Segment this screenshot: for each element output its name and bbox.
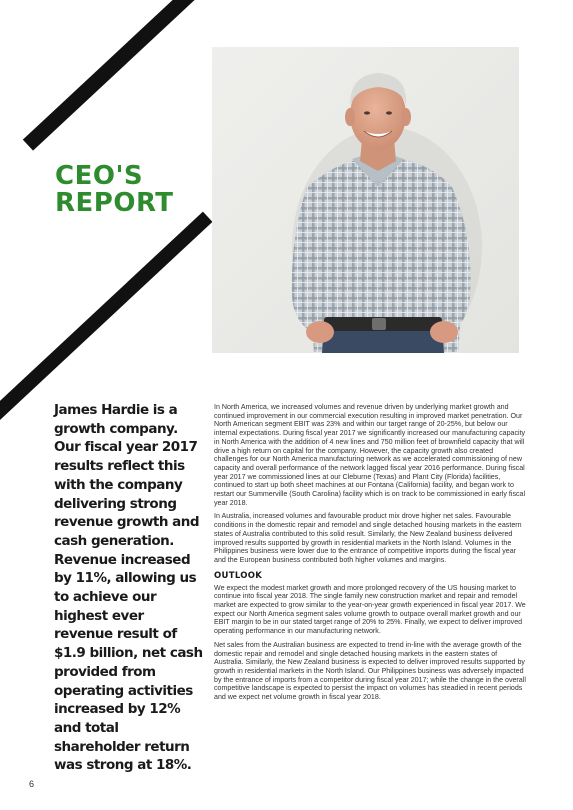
paragraph-outlook-australia: Net sales from the Australian business are expected to trend in-line with the average growth of the domestic repair and remodel and single detached housing markets in the eastern states of Australia. Similarly, the New Zealand business is expected to deliver improved results supported by growth in residential markets in the North Island. Our Philippines business was adversely impacted by the entrance of imports from a competitor during fiscal year 2017; while the change in the overall competitive landscape is expected to persist the impact on volumes has steadied in recent periods and we expect net volume growth in fiscal year 2018. [214,640,526,702]
page-title [55,163,174,217]
ceo-portrait-illustration [212,47,519,353]
diagonal-stripe-top [23,0,223,151]
page-number: 6 [29,779,35,789]
outlook-heading: OUTLOOK [214,570,263,581]
pull-quote: James Hardie is a growth company. Our fiscal year 2017 results reflect this with the company delivering strong revenue growth and cash generation. Revenue increased by 11%, allowing us to achieve our highest ever revenue result of $1.9 billion, net cash provided from operating activities increased by 12% and total shareholder return was strong at 18%. [54,402,203,774]
paragraph-outlook-us: We expect the modest market growth and more prolonged recovery of the US housing market to continue into fiscal year 2018. The single family new construction market and repair and remodel market are expected to grow similar to the year-on-year growth experienced in fiscal year 2017. We expect our North America segment sales volume growth to outpace overall market growth and our EBIT margin to be in our stated target range of 20% to 25%. Finally, we expect to deliver improved operating performance in our manufacturing network. [214,583,526,636]
body-text [214,403,526,707]
diagonal-stripe-bottom [0,212,212,427]
paragraph-north-america: In North America, we increased volumes and revenue driven by underlying market growth and continued improvement in our commercial execution resulting in improved market penetration. Our North American segment EBIT was 23% and within our target range of 20-25%, but below our internal expectations. During fiscal year 2017 we significantly increased our manufacturing capacity in North America with the addition of 4 new lines and 750 million feet of brownfield capacity that will drive a high return on capital for the company. However, the capacity growth also created challenges for our North America manufacturing network as we accelerated commissioning of new capacity and overall performance of the network lagged fiscal year 2016 performance. During fiscal year 2017 we commissioned lines at our Cleburne (Texas) and Plant City (Florida) facilities, continued to start up both sheet machines at our Fontana (California) facility, and began work to restart our Summerville (South Carolina) facility which is on track to be commissioned in early fiscal year 2018. [214,403,526,507]
page-title-line-1: CEO'S [55,161,144,191]
paragraph-australia: In Australia, increased volumes and favourable product mix drove higher net sales. Favourable conditions in the domestic repair and remodel and single detached housing markets in the eastern states of Australia contributed to this solid result. Similarly, the New Zealand business delivered improved results supported by growth in residential markets in the North Island. Volumes in the Philippines business were lower due to the entrance of competitive imports during the fiscal year and the European business contributed both higher volumes and margins. [214,512,522,564]
page-title-line-2: REPORT [55,188,174,218]
ceo-portrait [212,47,519,353]
